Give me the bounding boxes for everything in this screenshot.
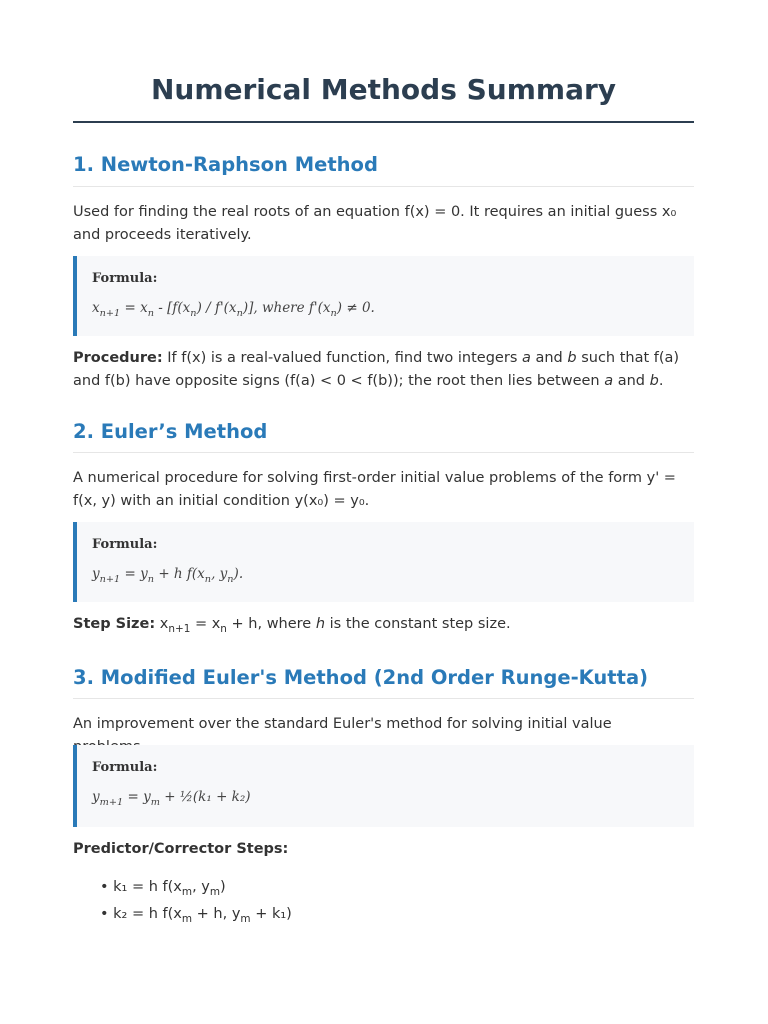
formula-label: Formula:	[92, 760, 158, 775]
formula-box-euler	[73, 522, 694, 602]
predictor-corrector-list	[100, 876, 292, 930]
formula-label: Formula:	[92, 271, 158, 286]
predictor-corrector-label: Predictor/Corrector Steps:	[73, 841, 289, 857]
formula-modified-euler: $y_{m+1} = y_m$ + ½(k₁ + k₂)	[92, 789, 251, 808]
section-heading-modified-euler: 3. Modified Euler's Method (2nd Order Runge-Kutta)	[73, 666, 649, 689]
formula-box-modified-euler	[73, 745, 694, 827]
list-item: • k₁ = h $f(x_m$, $y_m$)	[100, 879, 226, 898]
section-divider	[73, 698, 694, 699]
section-intro-modified-euler: An improvement over the standard Euler's method for solving initial value	[73, 716, 612, 732]
step-size-label: Step Size:	[73, 616, 156, 632]
procedure-paragraph: Procedure: If f(x) is a real-valued function, find two integers a and b such that f(a) and f(b) have opposite signs (f(a) < 0 < f(b)); the root then lies between a and b.	[73, 350, 680, 389]
section-heading-euler: 2. Euler’s Method	[73, 420, 268, 443]
page-title: Numerical Methods Summary	[150, 73, 617, 106]
section-intro-euler: A numerical procedure for solving first-order initial value problems of the form y' = f(x, y) with an initial condition y(x₀) = y₀.	[73, 470, 676, 509]
section-divider	[73, 452, 694, 453]
section-divider	[73, 186, 694, 187]
section-intro-newton-raphson: Used for finding the real roots of an equation f(x) = 0. It requires an initial guess x₀ and proceeds iteratively.	[73, 204, 677, 243]
section-heading-newton-raphson: 1. Newton-Raphson Method	[73, 153, 378, 176]
formula-label: Formula:	[92, 537, 158, 552]
formula-euler: $y_{n+1} = y_n + h$ $f(x_n$, $y_n$).	[92, 566, 244, 585]
procedure-label: Procedure:	[73, 350, 163, 366]
list-item: • k₂ = h $f(x_m + h$, $y_m + k_1$)	[100, 906, 292, 925]
step-size-paragraph: Step Size: $x_{n+1} = x_n + h$, where h is the constant step size.	[73, 616, 511, 635]
formula-box-newton-raphson	[73, 256, 694, 336]
title-divider	[73, 121, 694, 123]
formula-newton-raphson: $x_{n+1} = x_n - [f(x_n) / f'(x_n)]$, where $f'(x_n) \ne 0$.	[92, 300, 375, 319]
